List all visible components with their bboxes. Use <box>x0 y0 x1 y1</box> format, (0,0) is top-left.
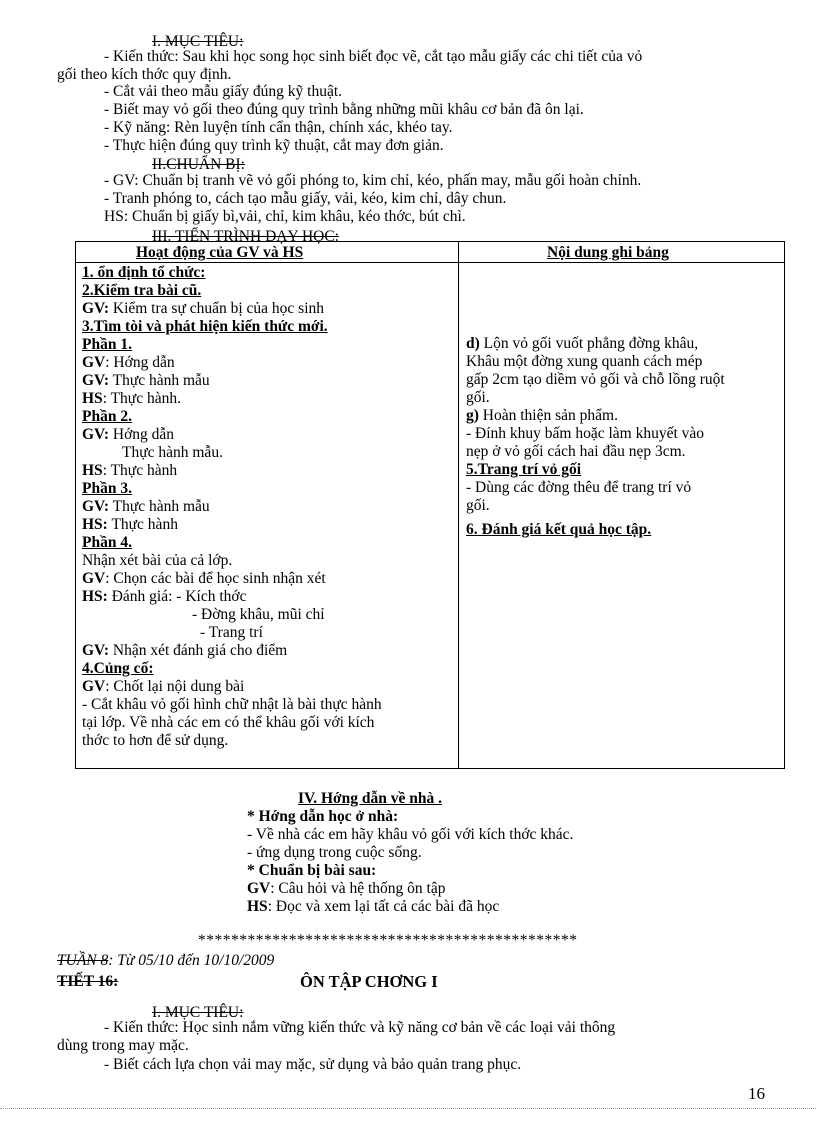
table-header-divider <box>76 262 784 263</box>
activity-line: HS: Thực hành. <box>82 390 181 407</box>
lesson-number: TIẾT 16: <box>57 973 119 990</box>
assessment-heading: 6. Đánh giá kết quả học tập. <box>466 521 652 538</box>
part-2-heading: Phần 2. <box>82 408 132 425</box>
board-line: gấp 2cm tạo diềm vỏ gối và chỗ lồng ruột <box>466 371 725 388</box>
objective-line: - Kiến thức: Sau khi học song học sinh biết đọc vẽ, cắt tạo mẫu giấy các chi tiết của vỏ <box>104 48 643 65</box>
part-3-heading: Phần 3. <box>82 480 132 497</box>
table-header-board-content: Nội dung ghi bảng <box>547 244 669 261</box>
preparation-line: - GV: Chuẩn bị tranh vẽ vỏ gối phóng to, kim chỉ, kéo, phấn may, mẫu gối hoàn chỉnh. <box>104 172 642 189</box>
next-lesson-heading: * Chuẩn bị bài sau: <box>247 862 377 879</box>
activity-line: GV: Hớng dẫn <box>82 426 175 443</box>
week-line: TUẦN 8: Từ 05/10 đến 10/10/2009 <box>57 952 275 969</box>
home-study-line: - Về nhà các em hãy khâu vỏ gối với kích thớc khác. <box>247 826 574 843</box>
review-old-lesson-heading: 2.Kiểm tra bài cũ. <box>82 282 202 299</box>
objective-line: gối theo kích thớc quy định. <box>57 66 232 83</box>
home-study-heading: * Hớng dẫn học ở nhà: <box>247 808 399 825</box>
consolidation-heading: 4.Củng cố: <box>82 660 154 677</box>
board-line: g) Hoàn thiện sản phẩm. <box>466 407 618 424</box>
activity-line: GV: Chốt lại nội dung bài <box>82 678 245 695</box>
objective-line: - Kiến thức: Học sinh nắm vững kiến thức và kỹ năng cơ bản về các loại vải thông <box>104 1019 616 1036</box>
board-line: gối. <box>466 389 490 406</box>
board-content-cell <box>466 335 782 539</box>
activity-line: GV: Thực hành mẫu <box>82 498 210 515</box>
objective-line: - Thực hiện đúng quy trình kỹ thuật, cắt may đơn giản. <box>104 137 444 154</box>
board-line: nẹp ở vỏ gối cách hai đầu nẹp 3cm. <box>466 443 686 460</box>
activity-line: Nhận xét bài của cả lớp. <box>82 552 233 569</box>
preparation-heading: II.CHUẨN BỊ: <box>152 156 245 173</box>
objective-line: dùng trong may mặc. <box>57 1037 189 1054</box>
board-line: - Dùng các đờng thêu để trang trí vỏ <box>466 479 692 496</box>
next-lesson-line: GV: Câu hỏi và hệ thống ôn tập <box>247 880 446 897</box>
objectives-heading-2: I. MỤC TIÊU: <box>152 1004 244 1021</box>
activity-line: - Đờng khâu, mũi chỉ <box>192 606 325 623</box>
table-header-activities: Hoạt động của GV và HS <box>136 244 304 261</box>
activity-line: - Cắt khâu vỏ gối hình chữ nhật là bài thực hành <box>82 696 382 713</box>
activity-line: GV: Chọn các bài để học sinh nhận xét <box>82 570 326 587</box>
objective-line: - Biết may vỏ gối theo đúng quy trình bằng những mũi khâu cơ bản đã ôn lại. <box>104 101 584 118</box>
homework-heading: IV. Hớng dẫn về nhà . <box>298 790 442 807</box>
procedure-heading: III. TIẾN TRÌNH DẠY HỌC: <box>152 228 339 245</box>
objective-line: - Cắt vải theo mẫu giấy đúng kỹ thuật. <box>104 83 343 100</box>
activity-line: HS: Thực hành <box>82 462 178 479</box>
board-line: gối. <box>466 497 490 514</box>
objective-line: - Biết cách lựa chọn vải may mặc, sử dụng và bảo quản trang phục. <box>104 1056 522 1073</box>
board-line: Khâu một đờng xung quanh cách mép <box>466 353 703 370</box>
activity-line: Thực hành mẫu. <box>122 444 223 461</box>
activity-line: - Trang trí <box>200 624 263 641</box>
board-line: d) Lộn vỏ gối vuốt phẳng đờng khâu, <box>466 335 699 352</box>
board-line: - Đính khuy bấm hoặc làm khuyết vào <box>466 425 705 442</box>
objectives-heading: I. MỤC TIÊU: <box>152 33 244 50</box>
preparation-line: - Tranh phóng to, cách tạo mẫu giấy, vải, kéo, kim chỉ, dây chun. <box>104 190 507 207</box>
decoration-heading: 5.Trang trí vỏ gối <box>466 461 582 478</box>
activity-line: HS: Đánh giá: - Kích thớc <box>82 588 247 605</box>
activity-line: HS: Thực hành <box>82 516 178 533</box>
lesson-title: ÔN TẬP CHƠNG I <box>300 972 438 991</box>
home-study-line: - ứng dụng trong cuộc sống. <box>247 844 422 861</box>
new-knowledge-heading: 3.Tìm tòi và phát hiện kiến thức mới. <box>82 318 328 335</box>
lesson-table <box>75 241 785 769</box>
activity-line: GV: Hớng dẫn <box>82 354 175 371</box>
activity-line: tại lớp. Về nhà các em có thể khâu gối với kích <box>82 714 375 731</box>
activity-line: thớc to hơn để sử dụng. <box>82 732 229 749</box>
separator-stars: ********************************************** <box>198 932 578 949</box>
next-lesson-line: HS: Đọc và xem lại tất cả các bài đã học <box>247 898 500 915</box>
objective-line: - Kỹ năng: Rèn luyện tính cẩn thận, chính xác, khéo tay. <box>104 119 453 136</box>
part-4-heading: Phần 4. <box>82 534 132 551</box>
activity-line: GV: Nhận xét đánh giá cho điểm <box>82 642 288 659</box>
preparation-line: HS: Chuẩn bị giấy bì,vải, chỉ, kim khâu, kéo thớc, bút chì. <box>104 208 466 225</box>
activity-line: GV: Thực hành mẫu <box>82 372 210 389</box>
activities-cell <box>82 264 454 750</box>
page-number: 16 <box>748 1084 765 1103</box>
page-bottom-border <box>0 1108 816 1109</box>
part-1-heading: Phần 1. <box>82 336 132 353</box>
table-column-divider <box>458 242 459 768</box>
stabilize-class-heading: 1. ổn định tổ chức: <box>82 264 206 281</box>
activity-line: GV: Kiểm tra sự chuẩn bị của học sinh <box>82 300 325 317</box>
